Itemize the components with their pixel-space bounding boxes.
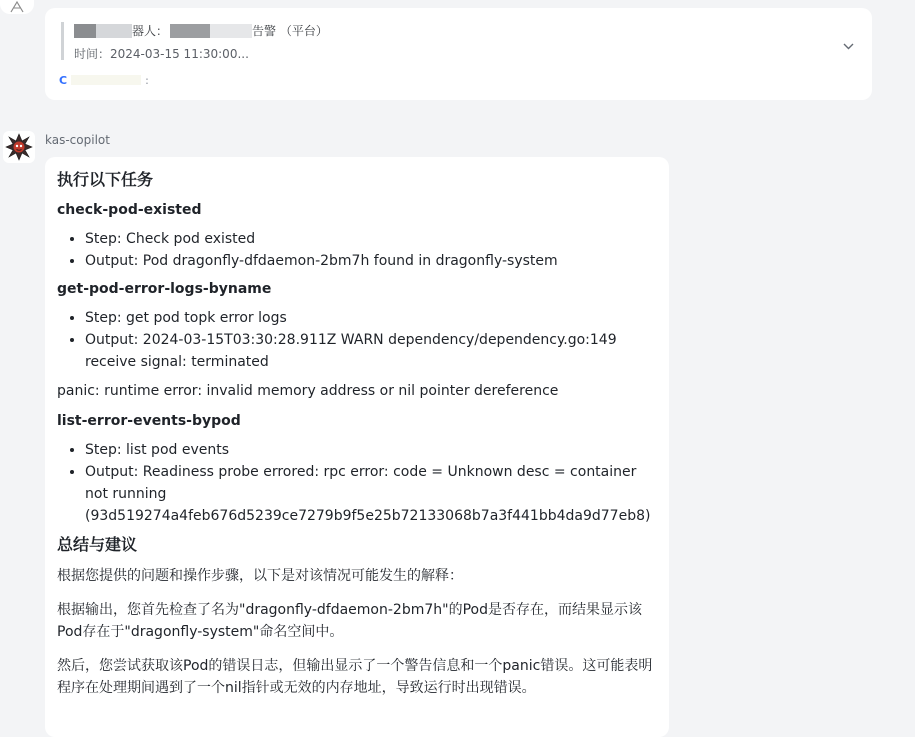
summary-heading: 总结与建议 (57, 535, 138, 554)
chevron-down-icon (843, 43, 854, 50)
message-card (45, 157, 669, 737)
summary-paragraph: 然后，您尝试获取该Pod的错误日志，但输出显示了一个警告信息和一个panic错误。这可能表明程序在处理期间遇到了一个nil指针或无效的内存地址，导致运行时出现错误。 (57, 658, 653, 696)
redacted-block (170, 24, 210, 38)
summary-paragraph: 根据输出，您首先检查了名为"dragonfly-dfdaemon-2bm7h"的Pod是否存在，而结果显示该Pod存在于"dragonfly-system"命名空间中。 (57, 602, 642, 640)
bot-avatar-icon (7, 0, 27, 14)
alert-title-end: 告警 （平台） (252, 24, 328, 38)
task-name: list-error-events-bypod (57, 413, 241, 429)
tasks-heading: 执行以下任务 (57, 170, 154, 189)
task-step: • Step: Check pod existed (85, 228, 657, 250)
alert-title (74, 22, 328, 39)
sender-avatar[interactable] (0, 0, 34, 14)
task-step: • Step: list pod events (85, 439, 657, 461)
redacted-block (74, 24, 96, 38)
redacted-block (96, 24, 132, 38)
redacted-block (210, 24, 252, 38)
redacted-block (71, 75, 141, 85)
alert-quote (61, 22, 328, 60)
alert-card[interactable] (45, 8, 872, 100)
bot-name: kas-copilot (45, 133, 110, 147)
summary-paragraph: 根据您提供的问题和操作步骤，以下是对该情况可能发生的解释： (57, 568, 463, 584)
task-list (57, 307, 657, 373)
task-list (57, 439, 657, 527)
link-icon: C (59, 73, 68, 87)
alert-title-mid: 器人： (132, 24, 169, 38)
footer-separator: : (145, 73, 149, 87)
alert-footer[interactable] (59, 74, 149, 86)
task-name: check-pod-existed (57, 202, 202, 218)
task-output: • Output: 2024-03-15T03:30:28.911Z WARN dependency/dependency.go:149 receive signal: terminated (85, 329, 657, 373)
bot-avatar[interactable] (3, 131, 35, 163)
task-step: • Step: get pod topk error logs (85, 307, 657, 329)
task-output: • Output: Readiness probe errored: rpc error: code = Unknown desc = container not running (93d519274a4feb676d5239ce7279b9f5e25b72133068b7a3f441bb4da9d77eb8) (85, 461, 657, 527)
task-output: • Output: Pod dragonfly-dfdaemon-2bm7h found in dragonfly-system (85, 250, 657, 272)
alert-time: 时间：2024-03-15 11:30:00... (74, 47, 249, 61)
spiky-creature-icon (5, 133, 33, 161)
task-name: get-pod-error-logs-byname (57, 281, 272, 297)
expand-button[interactable] (842, 40, 854, 52)
panic-text: panic: runtime error: invalid memory address or nil pointer dereference (57, 383, 559, 399)
task-list (57, 228, 657, 272)
